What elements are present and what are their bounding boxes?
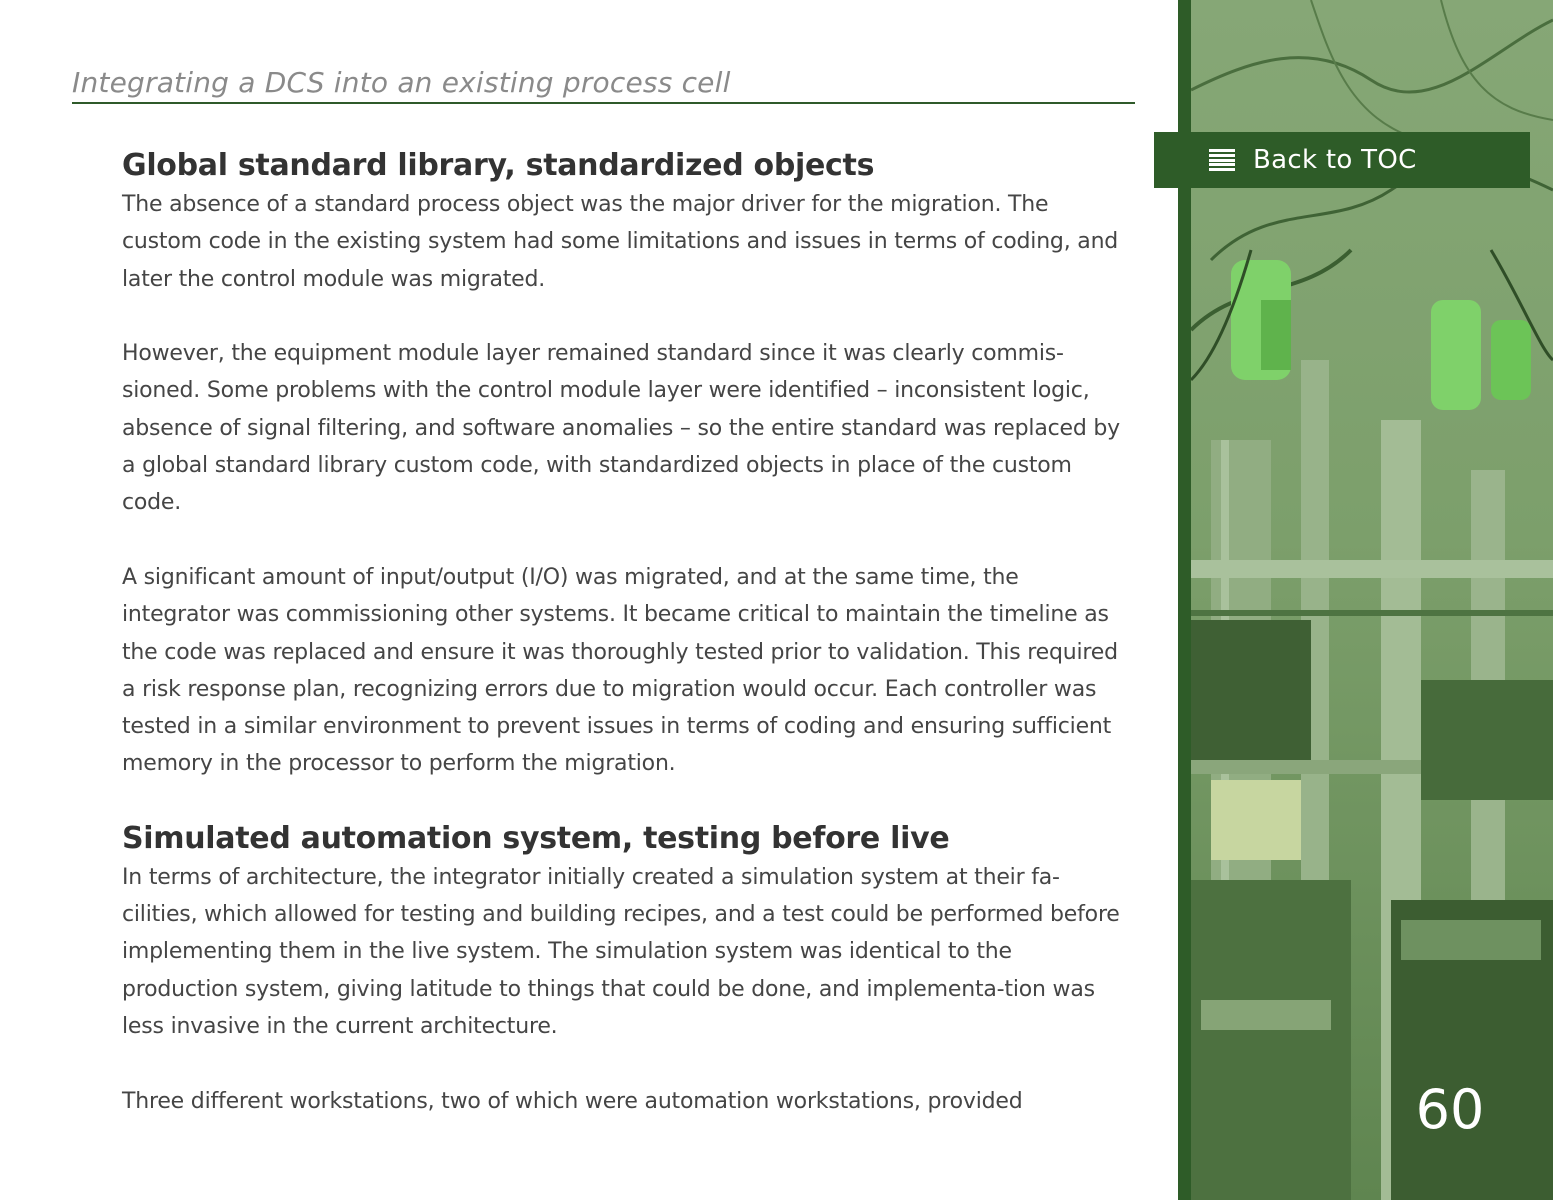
running-title: Integrating a DCS into an existing process cell: [72, 66, 731, 99]
paragraph: The absence of a standard process object was the major driver for the migration. The custom code in the existing system had some limitations and issues in terms of coding, and later the control module was migrated.: [122, 192, 1119, 292]
section-heading-simulated-system: Simulated automation system, testing before live: [122, 820, 950, 856]
list-icon: [1209, 149, 1235, 171]
paragraph: In terms of architecture, the integrator initially created a simulation system at their fa-cilities, which allowed for testing and building recipes, and a test could be performed before implementing them in the live system. The simulation system was identical to the production system, giving latitude to things that could be done, and implementa-tion was less invasive in the current architecture.: [122, 864, 1120, 1039]
main-content: [122, 146, 1122, 1120]
back-to-toc-button[interactable]: [1154, 132, 1530, 188]
section-heading-global-library: Global standard library, standardized objects: [122, 148, 875, 183]
paragraph: Three different workstations, two of which were automation workstations, provided: [122, 1088, 1023, 1114]
running-header: [72, 60, 1135, 104]
paragraph: A significant amount of input/output (I/O) was migrated, and at the same time, the integrator was commissioning other systems. It became critical to maintain the timeline as the code was replaced and ensure it was thoroughly tested prior to validation. This required a risk response plan, recognizing errors due to migration would occur. Each controller was tested in a similar environment to prevent issues in terms of coding and ensuring sufficient memory in the processor to perform the migration.: [122, 564, 1118, 777]
page-number: 60: [1415, 1078, 1485, 1141]
back-to-toc-label: Back to TOC: [1253, 145, 1417, 175]
paragraph: However, the equipment module layer remained standard since it was clearly commis-sioned. Some problems with the control module layer were identified – inconsistent logic, absence of signal filtering, and software anomalies – so the entire standard was replaced by a global standard library custom code, with standardized objects in place of the custom code.: [122, 341, 1120, 516]
